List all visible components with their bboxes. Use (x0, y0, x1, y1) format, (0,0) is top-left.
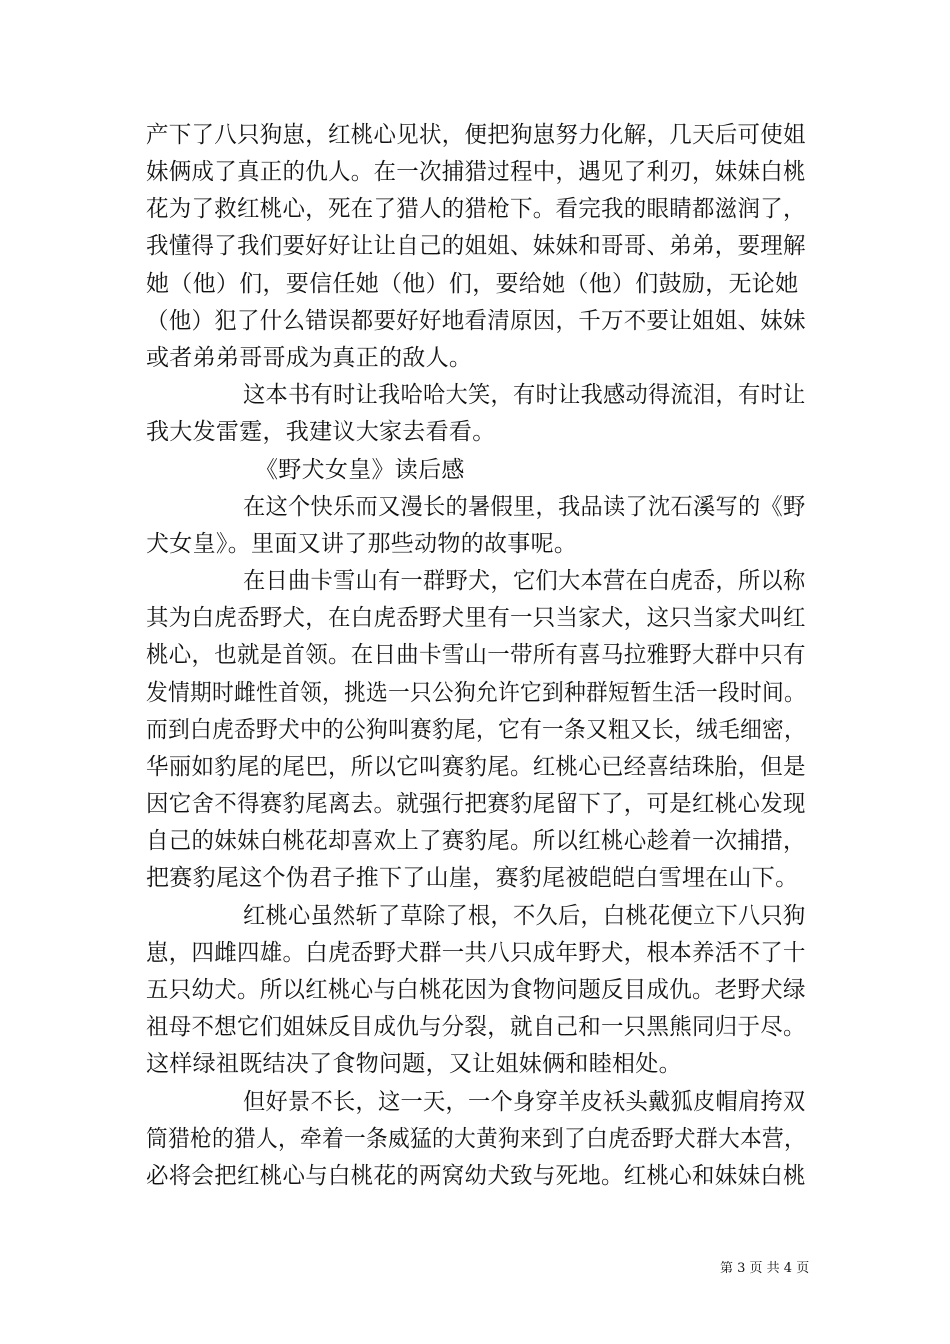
text-line: 但好景不长，这一天，一个身穿羊皮袄头戴狐皮帽肩挎双 (243, 1089, 806, 1115)
text-line: 她（他）们，要信任她（他）们，要给她（他）们鼓励，无论她 (146, 271, 799, 297)
text-line: 把赛豹尾这个伪君子推下了山崖，赛豹尾被皑皑白雪埋在山下。 (146, 865, 799, 891)
text-line: （他）犯了什么错误都要好好地看清原因，千万不要让姐姐、妹妹 (146, 308, 806, 334)
essay-title: 《野犬女皇》读后感 (255, 457, 465, 483)
text-line: 必将会把红桃心与白桃花的两窝幼犬致与死地。红桃心和妹妹白桃 (146, 1163, 806, 1189)
text-line: 因它舍不得赛豹尾离去。就强行把赛豹尾留下了，可是红桃心发现 (146, 791, 806, 817)
text-line: 自己的妹妹白桃花却喜欢上了赛豹尾。所以红桃心趁着一次捕措， (146, 828, 806, 854)
text-line: 我大发雷霆，我建议大家去看看。 (146, 419, 496, 445)
text-line: 筒猎枪的猎人，牵着一条威猛的大黄狗来到了白虎岙野犬群大本营， (146, 1126, 806, 1152)
text-line: 红桃心虽然斩了草除了根，不久后，白桃花便立下八只狗 (243, 903, 806, 929)
page-number-footer: 第 3 页 共 4 页 (720, 1261, 810, 1276)
text-line: 花为了救红桃心，死在了猎人的猎枪下。看完我的眼睛都滋润了， (146, 196, 806, 222)
text-line: 这本书有时让我哈哈大笑，有时让我感动得流泪，有时让 (243, 382, 806, 408)
text-line: 祖母不想它们姐妹反目成仇与分裂，就自己和一只黑熊同归于尽。 (146, 1014, 806, 1040)
text-line: 而到白虎岙野犬中的公狗叫赛豹尾，它有一条又粗又长，绒毛细密， (146, 717, 806, 743)
text-line: 这样绿祖既结决了食物问题，又让姐妹俩和睦相处。 (146, 1051, 682, 1077)
text-line: 桃心，也就是首领。在日曲卡雪山一带所有喜马拉雅野大群中只有 (146, 642, 806, 668)
text-line: 妹俩成了真正的仇人。在一次捕猎过程中，遇见了利刃，妹妹白桃 (146, 159, 806, 185)
text-line: 其为白虎岙野犬，在白虎岙野犬里有一只当家犬，这只当家犬叫红 (146, 605, 806, 631)
text-line: 产下了八只狗崽，红桃心见状，便把狗崽努力化解，几天后可使姐 (146, 122, 806, 148)
text-line: 犬女皇》。里面又讲了那些动物的故事呢。 (146, 531, 578, 557)
text-line: 我懂得了我们要好好让让自己的姐姐、妹妹和哥哥、弟弟，要理解 (146, 233, 806, 259)
text-line: 崽，四雌四雄。白虎岙野犬群一共八只成年野犬，根本养活不了十 (146, 940, 806, 966)
text-line: 在这个快乐而又漫长的暑假里，我品读了沈石溪写的《野 (243, 494, 806, 520)
text-line: 五只幼犬。所以红桃心与白桃花因为食物问题反目成仇。老野犬绿 (146, 977, 806, 1003)
text-line: 华丽如豹尾的尾巴，所以它叫赛豹尾。红桃心已经喜结珠胎，但是 (146, 754, 806, 780)
text-line: 发情期时雌性首领，挑选一只公狗允许它到种群短暂生活一段时间。 (146, 680, 806, 706)
text-line: 在日曲卡雪山有一群野犬，它们大本营在白虎岙，所以称 (243, 568, 806, 594)
text-line: 或者弟弟哥哥成为真正的敌人。 (146, 345, 473, 371)
